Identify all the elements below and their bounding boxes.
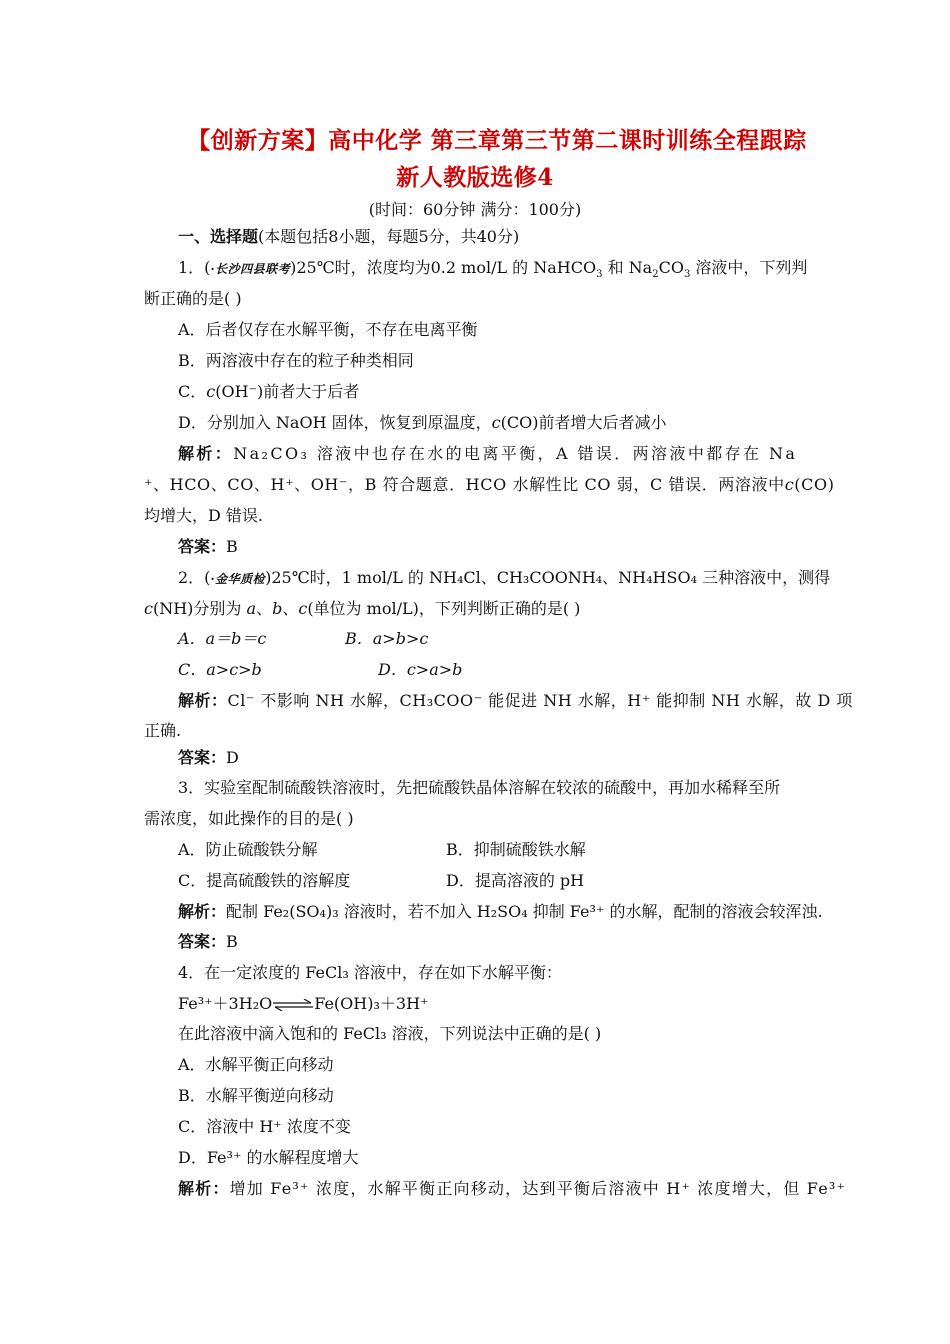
- analysis-1-line3: 均增大，D 错误.: [144, 506, 264, 525]
- section-heading: [178, 226, 519, 248]
- analysis-2-line2: 正确.: [144, 721, 182, 740]
- answer-value: D: [226, 748, 239, 767]
- answer-label: 答案：: [178, 932, 227, 951]
- option-d: D．c>a>b: [378, 660, 463, 679]
- answer-value: B: [226, 537, 238, 556]
- question-source: ·长沙四县联考: [210, 262, 291, 276]
- option-b: B．两溶液中存在的粒子种类相同: [178, 351, 414, 370]
- question-2-stem: [178, 567, 830, 590]
- analysis-3-line1: [178, 901, 823, 923]
- question-3-stem: 3．实验室配制硫酸铁溶液时，先把硫酸铁晶体溶解在较浓的硫酸中，再加水稀释至所: [178, 778, 781, 797]
- question-number: 2．(: [178, 568, 211, 587]
- option-d: D．提高溶液的 pH: [446, 871, 585, 890]
- stem-text: CO: [658, 258, 684, 277]
- analysis-1-line1: [178, 443, 797, 465]
- equilibrium-equation: [178, 993, 428, 1015]
- question-4-stem: 4．在一定浓度的 FeCl₃ 溶液中，存在如下水解平衡：: [178, 963, 562, 982]
- analysis-text: Cl⁻ 不影响 NH 水解，CH₃COO⁻ 能促进 NH 水解，H⁺ 能抑制 NH 水解，故 D 项: [227, 691, 853, 710]
- answer-value: B: [226, 932, 238, 951]
- answer-1: [178, 536, 238, 558]
- stem-text: (NH)分别为: [152, 599, 242, 618]
- option-b: B．抑制硫酸铁水解: [446, 840, 586, 859]
- option-text: D．分别加入 NaOH 固体，恢复到原温度，: [178, 413, 492, 432]
- answer-label: 答案：: [178, 748, 227, 767]
- option-c: [178, 381, 359, 403]
- analysis-label: 解析：: [178, 902, 227, 921]
- analysis-1-line2: [144, 474, 835, 496]
- option-text: (OH⁻)前者大于后者: [215, 382, 360, 401]
- var-c: c: [144, 599, 153, 618]
- var-c: c: [206, 382, 216, 401]
- option-label: C．: [178, 382, 207, 401]
- option-c: C．提高硫酸铁的溶解度: [178, 871, 351, 890]
- question-1-stem: 1．(·长沙四县联考)25℃时，浓度均为0.2 mol/L 的 NaHCO$_3$ 和 $Na_2CO_3$ 溶液中，下列判: [178, 258, 808, 281]
- question-2-stem-line2: [144, 598, 580, 620]
- analysis-text: (CO): [794, 475, 835, 494]
- option-a: A．水解平衡正向移动: [178, 1055, 334, 1074]
- section-note: (本题包括8小题，每题5分，共40分): [258, 227, 520, 246]
- option-d: D．Fe³⁺ 的水解程度增大: [178, 1148, 359, 1167]
- analysis-label: 解析：: [178, 1179, 230, 1198]
- option-text: (CO)前者增大后者减小: [500, 413, 667, 432]
- answer-3: [178, 931, 238, 953]
- analysis-text: 增加 Fe³⁺ 浓度，水解平衡正向移动，达到平衡后溶液中 H⁺ 浓度增大，但 Fe³⁺: [229, 1179, 847, 1198]
- question-3-stem-line2: 需浓度，如此操作的目的是( ): [144, 809, 354, 828]
- separator: 、: [282, 599, 299, 618]
- var-c: c: [491, 413, 501, 432]
- stem-text: )25℃时，浓度均为0.2 mol/L 的 NaHCO: [290, 258, 597, 277]
- equation-left: Fe³⁺＋3H₂O: [178, 994, 273, 1013]
- var-c: c: [298, 599, 308, 618]
- page-title-line2: 新人教版选修4: [396, 164, 554, 191]
- option-d: [178, 412, 666, 434]
- stem-text: (单位为 mol/L)，下列判断正确的是( ): [307, 599, 581, 618]
- page-title: 【创新方案】高中化学 第三章第三节第二课时训练全程跟踪: [187, 127, 807, 154]
- option-c: C．a>c>b: [178, 660, 262, 679]
- analysis-text: 配制 Fe₂(SO₄)₃ 溶液时，若不加入 H₂SO₄ 抑制 Fe³⁺ 的水解，配制的溶液会较浑浊.: [226, 902, 823, 921]
- section-title: 一、选择题: [178, 227, 259, 246]
- equilibrium-arrow-icon: [273, 1002, 313, 1008]
- analysis-text: Na₂CO₃ 溶液中也存在水的电离平衡，A 错误．两溶液中都存在 Na: [233, 444, 798, 463]
- var-b: b: [272, 599, 283, 618]
- question-number: 1．(: [178, 258, 211, 277]
- option-b: B．水解平衡逆向移动: [178, 1086, 334, 1105]
- analysis-2-line1: [178, 690, 853, 712]
- stem-text: )25℃时，1 mol/L 的 NH₄Cl、CH₃COONH₄、NH₄HSO₄ 三种溶液中，测得: [265, 568, 831, 587]
- analysis-text: ⁺、HCO、CO、H⁺、OH⁻，B 符合题意．HCO 水解性比 CO 弱，C 错误．两溶液中: [144, 475, 785, 494]
- question-1-stem-line2: 断正确的是( ): [144, 289, 242, 308]
- equation-right: Fe(OH)₃＋3H⁺: [314, 994, 429, 1013]
- var-c: c: [784, 475, 795, 494]
- question-source: ·金华质检: [210, 572, 266, 586]
- option-b: B．a>b>c: [345, 629, 429, 648]
- option-c: C．溶液中 H⁺ 浓度不变: [178, 1117, 351, 1136]
- question-4-stem-line3: 在此溶液中滴入饱和的 FeCl₃ 溶液，下列说法中正确的是( ): [178, 1024, 602, 1043]
- stem-text: 溶液中，下列判: [690, 258, 808, 277]
- answer-2: [178, 747, 239, 769]
- analysis-4-line1: [178, 1178, 846, 1200]
- separator: 、: [256, 599, 273, 618]
- var-a: a: [246, 599, 257, 618]
- stem-text: 和 Na: [602, 258, 653, 277]
- answer-label: 答案：: [178, 537, 227, 556]
- exam-time-info: (时间：60分钟 满分：100分): [368, 200, 582, 219]
- option-a: A．a＝b＝c: [178, 629, 267, 648]
- analysis-label: 解析：: [178, 691, 228, 710]
- option-a: A．防止硫酸铁分解: [178, 840, 318, 859]
- option-a: A．后者仅存在水解平衡，不存在电离平衡: [178, 320, 478, 339]
- analysis-label: 解析：: [178, 444, 234, 463]
